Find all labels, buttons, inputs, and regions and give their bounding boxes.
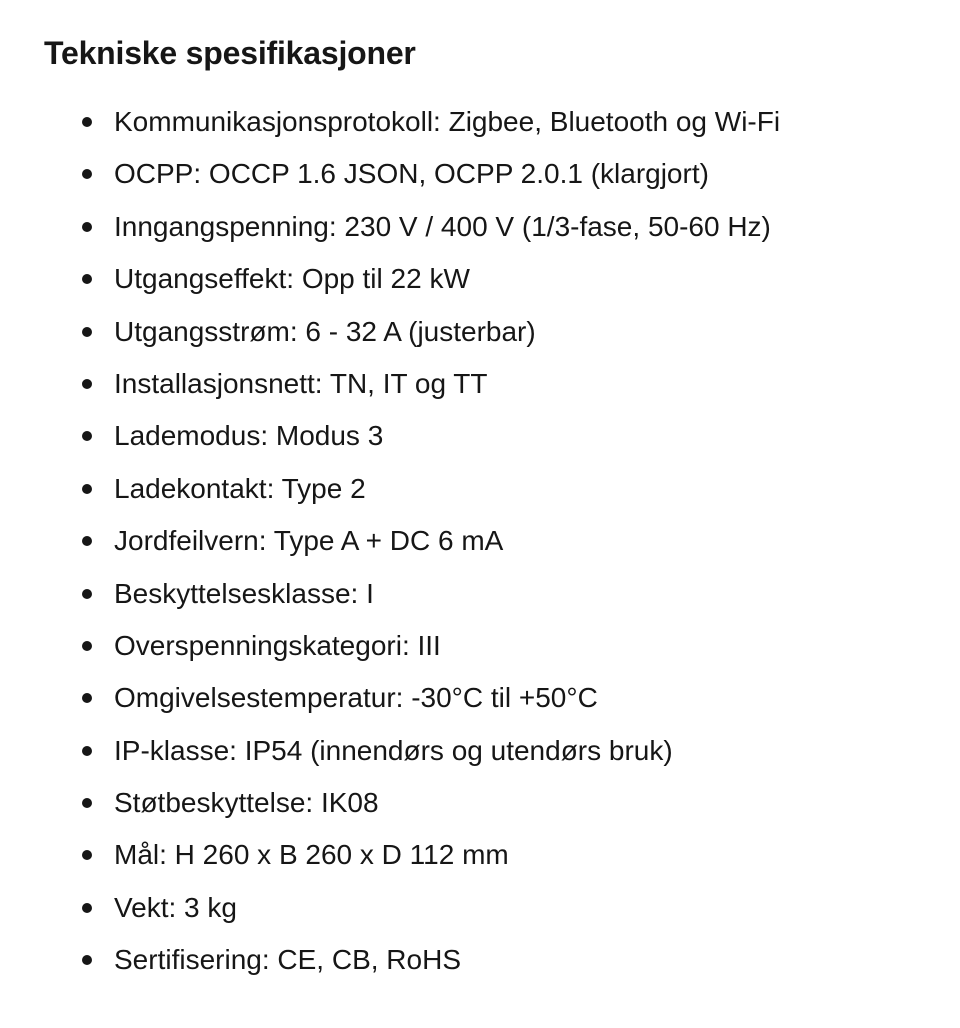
bullet-icon: [82, 274, 92, 284]
spec-text: Kommunikasjonsprotokoll: Zigbee, Bluetooth og Wi-Fi: [114, 106, 781, 137]
spec-item: [0, 829, 960, 881]
spec-text: Vekt: 3 kg: [114, 891, 237, 923]
bullet-icon: [82, 379, 92, 389]
spec-item: [0, 777, 960, 829]
spec-text: Overspenningskategori: III: [114, 629, 441, 661]
bullet-icon: [82, 536, 92, 546]
spec-text: Utgangseffekt: Opp til 22 kW: [114, 263, 470, 295]
spec-text: Sertifisering: CE, CB, RoHS: [114, 944, 461, 976]
spec-item: [0, 672, 960, 724]
section-title: Tekniske spesifikasjoner: [44, 35, 416, 71]
spec-text: Beskyttelsesklasse: I: [114, 577, 374, 609]
spec-item: [0, 148, 960, 200]
spec-item: [0, 934, 960, 986]
spec-text: Omgivelsestemperatur: -30°C til +50°C: [114, 682, 598, 714]
bullet-icon: [82, 117, 92, 127]
spec-item: [0, 463, 960, 515]
bullet-icon: [82, 903, 92, 913]
bullet-icon: [82, 222, 92, 232]
bullet-icon: [82, 693, 92, 703]
spec-text: Jordfeilvern: Type A + DC 6 mA: [114, 525, 504, 557]
spec-item: [0, 96, 960, 148]
spec-item: [0, 515, 960, 567]
bullet-icon: [82, 798, 92, 808]
spec-text: Inngangspenning: 230 V / 400 V (1/3-fase, 50-60 Hz): [114, 210, 771, 242]
spec-text: IP-klasse: IP54 (innendørs og utendørs bruk): [114, 734, 673, 766]
spec-item: [0, 253, 960, 305]
spec-text: Ladekontakt: Type 2: [114, 472, 366, 504]
bullet-icon: [82, 431, 92, 441]
bullet-icon: [82, 169, 92, 179]
spec-item: [0, 410, 960, 462]
spec-text: Installasjonsnett: TN, IT og TT: [114, 367, 488, 399]
spec-text: OCPP: OCCP 1.6 JSON, OCPP 2.0.1 (klargjort): [114, 158, 709, 190]
spec-text: Støtbeskyttelse: IK08: [114, 787, 379, 819]
bullet-icon: [82, 955, 92, 965]
spec-item: [0, 725, 960, 777]
spec-item: [0, 306, 960, 358]
spec-text: Utgangsstrøm: 6 - 32 A (justerbar): [114, 315, 536, 347]
bullet-icon: [82, 589, 92, 599]
spec-item: [0, 620, 960, 672]
spec-text: Mål: H 260 x B 260 x D 112 mm: [114, 839, 509, 871]
bullet-icon: [82, 484, 92, 494]
bullet-icon: [82, 327, 92, 337]
spec-text: Lademodus: Modus 3: [114, 420, 384, 452]
spec-item: [0, 568, 960, 620]
bullet-icon: [82, 641, 92, 651]
spec-item: [0, 882, 960, 934]
spec-item: [0, 358, 960, 410]
spec-list: [0, 96, 960, 987]
spec-item: [0, 201, 960, 253]
bullet-icon: [82, 746, 92, 756]
bullet-icon: [82, 850, 92, 860]
